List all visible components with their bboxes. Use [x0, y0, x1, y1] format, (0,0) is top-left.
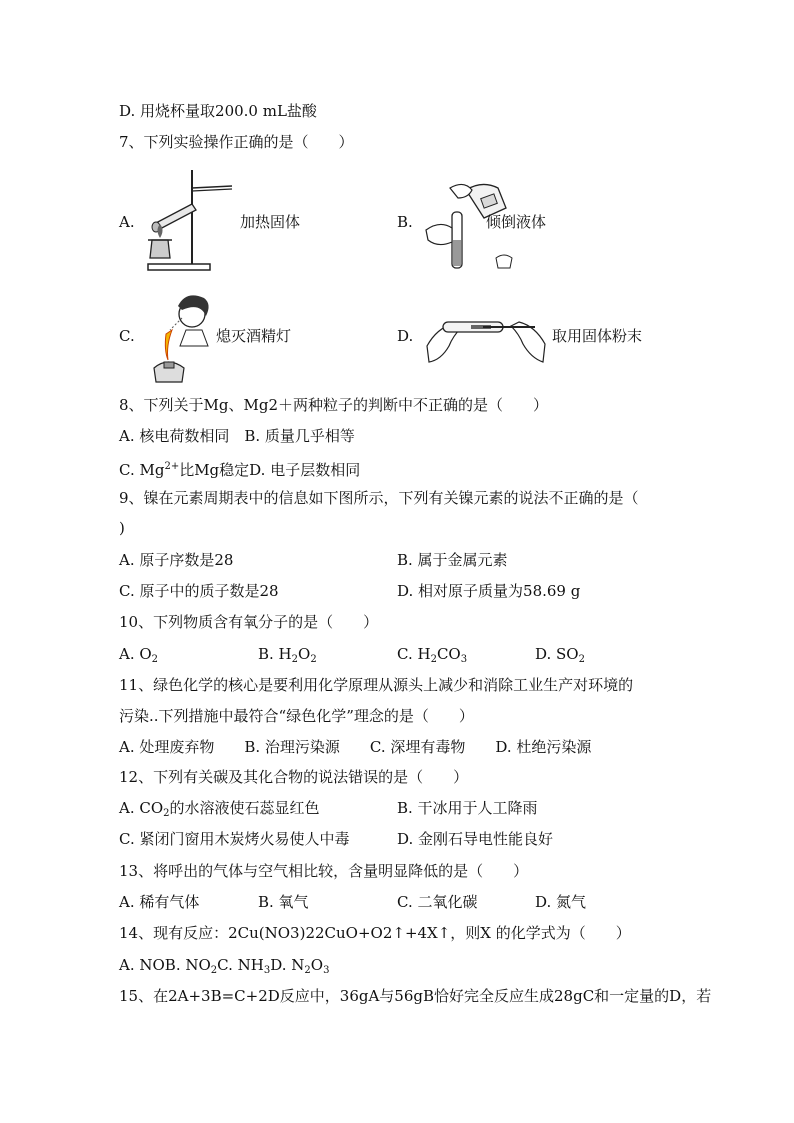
q7-option-a-label: 加热固体	[240, 213, 301, 231]
q11-stem-line2: 污染..下列措施中最符合“绿色化学”理念的是（ ）	[119, 707, 474, 725]
q9-option-a: A. 原子序数是28	[119, 551, 234, 569]
q7-stem: 7、下列实验操作正确的是（ ）	[119, 133, 354, 151]
q8-options-cd: C. $Mg^{2+}$比Mg稳定D. 电子层数相同	[119, 461, 361, 479]
q11-stem-line1: 11、绿色化学的核心是要利用化学原理从源头上减少和消除工业生产对环境的	[119, 676, 634, 694]
q7-option-d-label: 取用固体粉末	[552, 327, 643, 345]
blowing-out-lamp-figure	[142, 286, 216, 386]
q7-option-c-label: 熄灭酒精灯	[216, 327, 292, 345]
q9-option-d: D. 相对原子质量为58.69 g	[397, 582, 581, 600]
heating-solid-figure	[142, 166, 238, 274]
q8-options-ab: A. 核电荷数相同 B. 质量几乎相等	[119, 427, 355, 445]
q7-option-b-letter: B.	[397, 213, 413, 231]
q13-option-d: D. 氮气	[535, 893, 587, 911]
q13-option-c: C. 二氧化碳	[397, 893, 478, 911]
q9-option-b: B. 属于金属元素	[397, 551, 508, 569]
q12-stem: 12、下列有关碳及其化合物的说法错误的是（ ）	[119, 768, 469, 786]
q13-stem: 13、将呼出的气体与空气相比较，含量明显降低的是（ ）	[119, 862, 529, 880]
q12-option-c: C. 紧闭门窗用木炭烤火易使人中毒	[119, 830, 350, 848]
q11-options: A. 处理废弃物 B. 治理污染源 C. 深埋有毒物 D. 杜绝污染源	[119, 738, 592, 756]
q12-option-b: B. 干冰用于人工降雨	[397, 799, 538, 817]
taking-powder-figure	[423, 306, 549, 366]
q10-option-a: A. $O_2$	[119, 645, 159, 665]
q8-stem: 8、下列关于Mg、Mg2＋两种粒子的判断中不正确的是（ ）	[119, 396, 549, 414]
q7-option-c-letter: C.	[119, 327, 135, 345]
q7-option-d-letter: D.	[397, 327, 414, 345]
q9-stem-end: )	[119, 519, 125, 537]
q14-options: A. NOB. $NO_2C$. $NH_3D$. $N_2O_3$	[119, 956, 330, 976]
q6-option-d: D. 用烧杯量取200.0 mL盐酸	[119, 102, 317, 120]
q14-stem: 14、现有反应：2Cu(NO3)22CuO+O2↑+4X↑，则X 的化学式为（ ）	[119, 924, 631, 942]
q10-option-b: B. $H_2O_2$	[258, 645, 317, 665]
q10-option-d: D. $SO_2$	[535, 645, 585, 665]
q9-stem: 9、镍在元素周期表中的信息如下图所示，下列有关镍元素的说法不正确的是（	[119, 489, 639, 507]
q12-option-a: A. $CO_2$的水溶液使石蕊显红色	[119, 799, 320, 819]
q7-option-a-letter: A.	[119, 213, 135, 231]
q13-option-b: B. 氧气	[258, 893, 309, 911]
q13-option-a: A. 稀有气体	[119, 893, 200, 911]
q10-stem: 10、下列物质含有氧分子的是（ ）	[119, 613, 379, 631]
q15-stem: 15、在2A+3B=C+2D反应中，36gA与56gB恰好完全反应生成28gC和一定量的D，若	[119, 987, 712, 1005]
q9-option-c: C. 原子中的质子数是28	[119, 582, 279, 600]
q12-option-d: D. 金刚石导电性能良好	[397, 830, 554, 848]
q7-option-b-label: 倾倒液体	[486, 213, 547, 231]
q10-option-c: C. $H_2CO_3$	[397, 645, 468, 665]
